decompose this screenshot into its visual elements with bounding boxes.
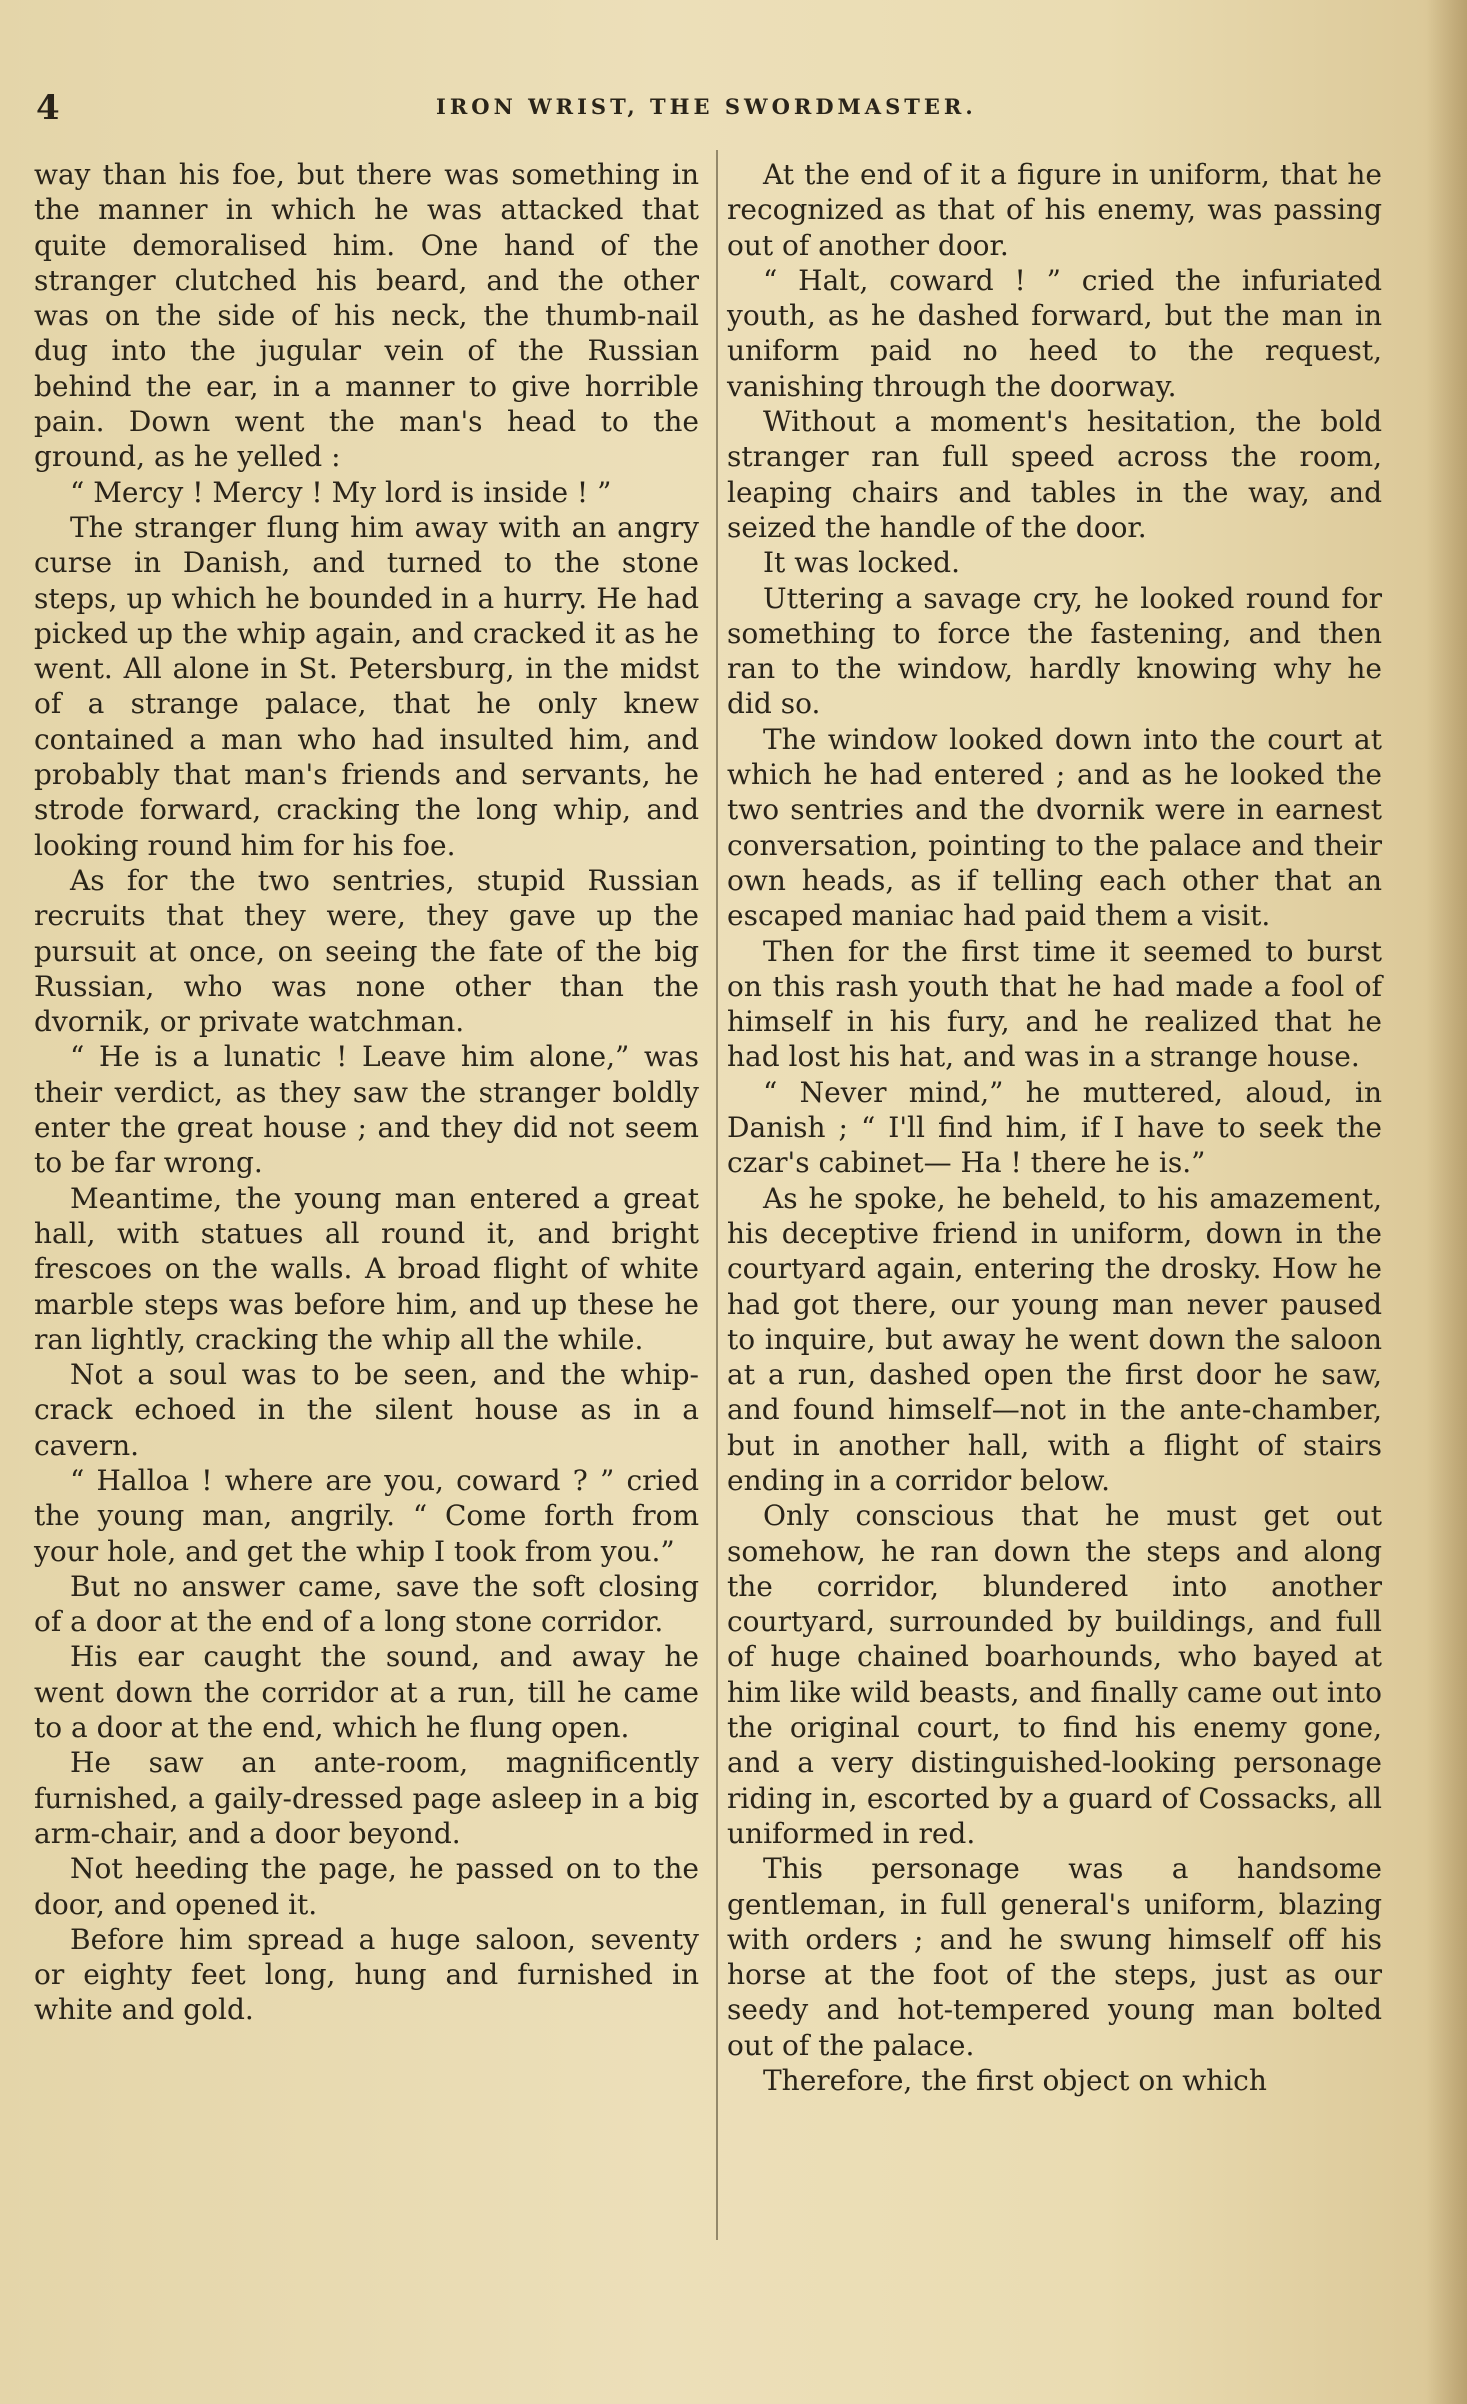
paragraph: This personage was a handsome gentleman, in full general's uniform, blazing with orders ; and he swung himself off his horse at the foot of the steps, just as our seedy and hot-tempered young man bolted out of the palace. — [727, 1852, 1382, 2062]
running-title: IRON WRIST, THE SWORDMASTER. — [436, 94, 977, 119]
paragraph: “ Halloa ! where are you, coward ? ” cried the young man, angrily. “ Come forth from your hole, and get the whip I took from you.” — [34, 1463, 699, 1568]
paragraph: His ear caught the sound, and away he went down the corridor at a run, till he came to a door at the end, which he flung open. — [34, 1640, 699, 1745]
paragraph: Not a soul was to be seen, and the whip-crack echoed in the silent house as in a cavern. — [34, 1358, 699, 1462]
page-header — [36, 88, 1386, 128]
paragraph: “ Never mind,” he muttered, aloud, in Danish ; “ I'll find him, if I have to seek the czar's cabinet— Ha ! there he is.” — [727, 1075, 1382, 1180]
paragraph: Meantime, the young man entered a great hall, with statues all round it, and bright frescoes on the walls. A broad flight of white marble steps was before him, and up these he ran lightly, cracking the whip all the while. — [34, 1181, 699, 1356]
paragraph: way than his foe, but there was something in the manner in which he was attacked that quite demoralised him. One hand of the stranger clutched his beard, and the other was on the side of his neck, the thumb-nail dug into the jugular vein of the Russian behind the ear, in a manner to give horrible pain. Down went the man's head to the ground, as he yelled : — [34, 158, 699, 474]
paragraph: He saw an ante-room, magnificently furnished, a gaily-dressed page asleep in a big arm-chair, and a door beyond. — [34, 1746, 699, 1850]
paragraph: “ Halt, coward ! ” cried the infuriated youth, as he dashed forward, but the man in uniform paid no heed to the request, vanishing through the doorway. — [727, 263, 1382, 403]
paragraph: But no answer came, save the soft closing of a door at the end of a long stone corridor. — [34, 1569, 699, 1639]
paragraph: The stranger flung him away with an angry curse in Danish, and turned to the stone steps, up which he bounded in a hurry. He had picked up the whip again, and cracked it as he went. All alone in St. Petersburg, in the midst of a strange palace, that he only knew contained a man who had insulted him, and probably that man's friends and servants, he strode forward, cracking the long whip, and looking round him for his foe. — [34, 510, 699, 862]
paragraph: Then for the first time it seemed to burst on this rash youth that he had made a fool of himself in his fury, and he realized that he had lost his hat, and was in a strange house. — [727, 934, 1382, 1074]
paragraph: Therefore, the first object on which — [763, 2064, 1267, 2098]
paragraph: The window looked down into the court at which he had entered ; and as he looked the two sentries and the dvornik were in earnest conversation, pointing to the palace and their own heads, as if telling each other that an escaped maniac had paid them a visit. — [727, 722, 1382, 933]
paragraph: Uttering a savage cry, he looked round for something to force the fastening, and then ran to the window, hardly knowing why he did so. — [727, 581, 1382, 721]
paragraph: Not heeding the page, he passed on to the door, and opened it. — [34, 1852, 699, 1921]
paragraph: Without a moment's hesitation, the bold stranger ran full speed across the room, leaping chairs and tables in the way, and seized the handle of the door. — [727, 405, 1382, 544]
paragraph: As he spoke, he beheld, to his amazement, his deceptive friend in uniform, down in the courtyard again, entering the drosky. How he had got there, our young man never paused to inquire, but away he went down the saloon at a run, dashed open the first door he saw, and found himself—not in the ante-chamber, but in another hall, with a flight of stairs ending in a corridor below. — [727, 1181, 1382, 1497]
paragraph: At the end of it a figure in uniform, that he recognized as that of his enemy, was passing out of another door. — [727, 158, 1382, 262]
left-column — [34, 157, 699, 2028]
page-number: 4 — [36, 88, 60, 128]
page-edge-shadow — [1427, 0, 1467, 2404]
column-divider — [716, 150, 718, 2240]
paragraph: It was locked. — [763, 546, 960, 580]
paragraph: Only conscious that he must get out somehow, he ran down the steps and along the corridor, blundered into another courtyard, surrounded by buildings, and full of huge chained boarhounds, who bayed at him like wild beasts, and finally came out into the original court, to find his enemy gone, and a very distinguished-looking personage riding in, escorted by a guard of Cossacks, all uniformed in red. — [727, 1499, 1382, 1850]
paragraph: Before him spread a huge saloon, seventy or eighty feet long, hung and furnished in white and gold. — [34, 1922, 699, 2027]
paragraph: As for the two sentries, stupid Russian recruits that they were, they gave up the pursuit at once, on seeing the fate of the big Russian, who was none other than the dvornik, or private watchman. — [34, 863, 699, 1039]
paragraph: “ He is a lunatic ! Leave him alone,” was their verdict, as they saw the stranger boldly enter the great house ; and they did not seem to be far wrong. — [34, 1040, 699, 1180]
paragraph: “ Mercy ! Mercy ! My lord is inside ! ” — [70, 475, 612, 509]
right-column — [727, 157, 1382, 2098]
